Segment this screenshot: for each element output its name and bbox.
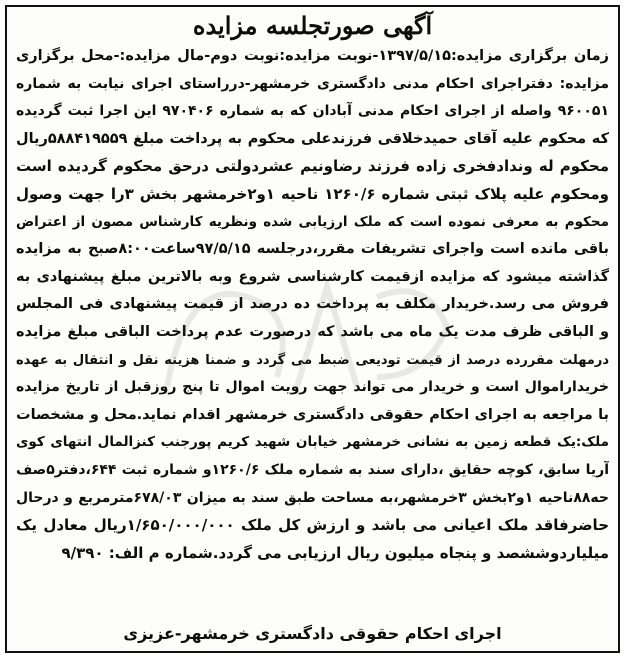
notice-line: محکوم به معرفی نموده است که ملک ارزیابی شده ونظریه کارشناس مصون از اعتراض xyxy=(16,213,609,230)
notice-line: باقی مانده است واجرای تشریفات مقرر،درجلسه ۹۷/۵/۱۵ساعت۸:۰۰صبح به مزایده xyxy=(16,241,609,258)
notice-line: با مراجعه به اجرای احکام حقوقی دادگستری خرمشهر اقدام نماید.محل و مشخصات xyxy=(16,406,609,423)
notice-line: درمهلت مقررده درصد از قیمت تودیعی ضبط می گردد و ضمنا هزینه نقل و انتقال به عهده xyxy=(16,352,609,368)
notice-line: ملک:یک قطعه زمین به نشانی خرمشهر خیابان شهید کریم پورجنب کنزالمال انتهای کوی xyxy=(16,434,609,451)
notice-line: حاضرفاقد ملک اعیانی می باشد و ارزش کل ملک ۱/۶۵۰/۰۰۰/۰۰۰ریال معادل یک xyxy=(16,516,609,535)
notice-signature: اجرای احکام حقوقی دادگستری خرمشهر-عزیزی xyxy=(123,624,502,643)
auction-notice xyxy=(5,5,620,653)
notice-line: حه۸۸ناحیه ۱و۲بخش ۳خرمشهر،به مساحت طبق سند به میزان ۶۷۸/۰۳مترمربع و درحال xyxy=(16,489,609,506)
notice-line: خریداراموال است و خریدار می تواند جهت رویت اموال تا پنج روزقبل از تاریخ مزایده xyxy=(16,379,609,396)
notice-line: آریا سابق، کوچه حقایق ،دارای سند به شماره ملک ۱۲۶۰/۶و شماره ثبت ۶۴۴،دفتر۵صف xyxy=(16,461,609,478)
notice-line: زمان برگزاری مزایده:۱۳۹۷/۵/۱۵-نوبت مزایده:نوبت دوم-مال مزایده:-محل برگزاری xyxy=(16,48,609,64)
notice-line: و الباقی ظرف مدت یک ماه می باشد که درصورت عدم پرداخت الباقی مبلغ مزایده xyxy=(16,323,609,340)
notice-line: که محکوم علیه آقای حمیدخلاقی فرزندعلی محکوم به پرداخت مبلغ ۵۸۸۴۱۹۵۵۹ریال xyxy=(16,130,609,147)
notice-line: گذاشته میشود که مزایده ازقیمت کارشناسی شروع وبه بالاترین مبلغ پیشنهادی به xyxy=(16,268,609,285)
notice-line: میلیاردوششصد و پنجاه میلیون ریال ارزیابی می گردد.شماره م الف: ۹/۳۹۰ xyxy=(61,543,609,562)
notice-line: مزایده: دفتراجرای احکام مدنی دادگستری خرمشهر-درراستای اجرای نیابت به شماره xyxy=(16,75,609,92)
notice-line: ۹۶۰۰۵۱ واصله از اجرای احکام مدنی آبادان که به شماره ۹۷۰۴۰۶ این اجرا ثبت گردیده xyxy=(16,103,609,120)
notice-line: محکوم له وندادفخری زاده فرزند رضاونیم عشردولتی درحق محکوم گردیده است xyxy=(16,157,609,176)
notice-body xyxy=(7,41,618,567)
notice-line: فروش می رسد.خریدار مکلف به پرداخت ده درصد از قیمت پیشنهادی فی المجلس xyxy=(16,296,609,313)
notice-title: آگهی صورتجلسه مزایده xyxy=(192,11,433,40)
notice-line: ومحکوم علیه پلاک ثبتی شماره ۱۲۶۰/۶ ناحیه ۱و۲خرمشهر بخش ۳را جهت وصول xyxy=(16,184,609,203)
